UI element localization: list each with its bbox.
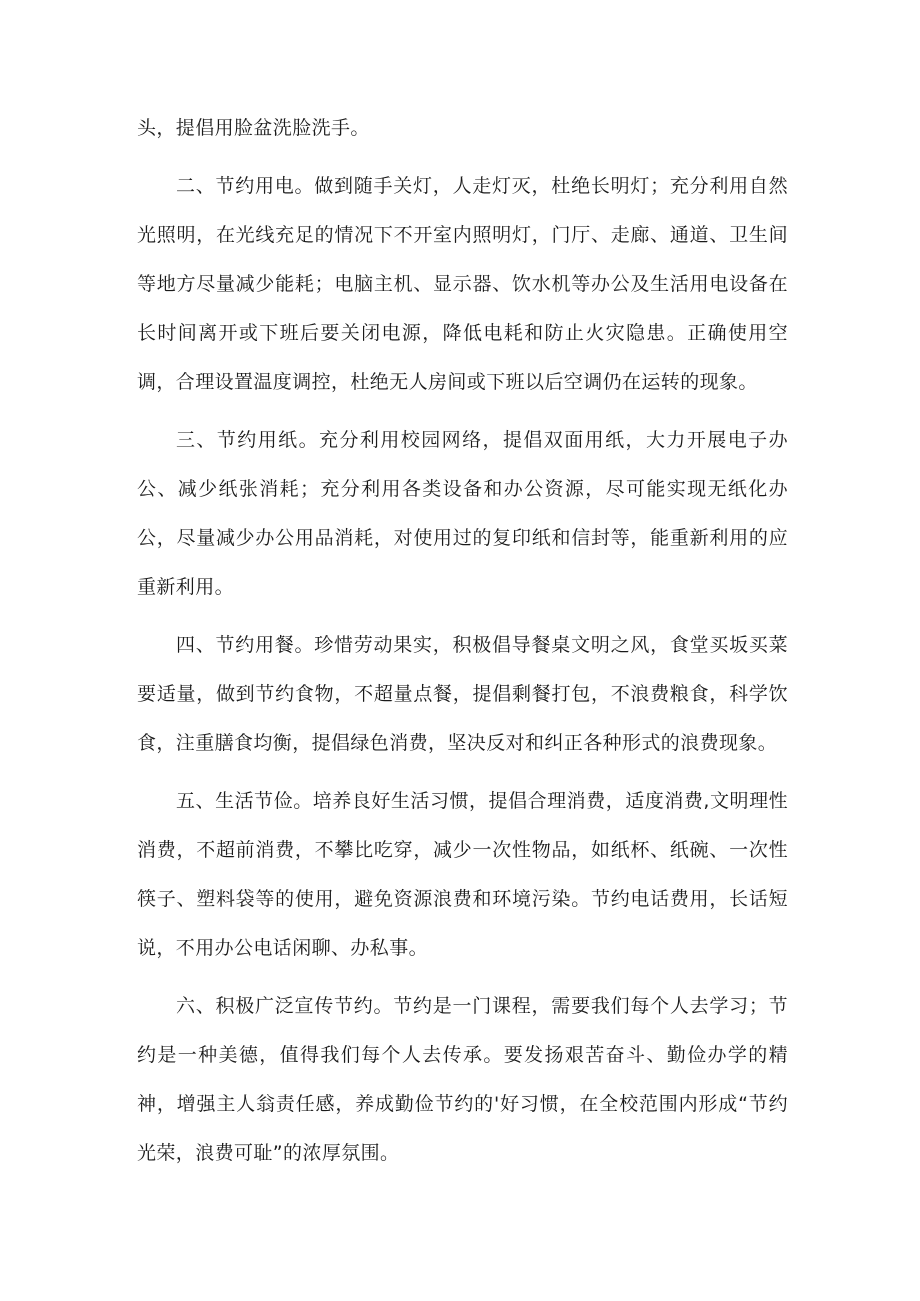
paragraph-continuation: 头，提倡用脸盆洗脸洗手。 — [137, 117, 370, 139]
document-body — [137, 104, 788, 1178]
paragraph-frugal-living: 五、生活节俭。培养良好生活习惯，提倡合理消费，适度消费,文明理性消费，不超前消费，不攀比吃穿，减少一次性物品，如纸杯、纸碗、一次性筷子、塑料袋等的使用，避免资源浪费和环境污染。节约电话费用，长话短说，不用办公电话闲聊、办私事。 — [137, 790, 788, 959]
paragraph-promote-saving: 六、积极广泛宣传节约。节约是一门课程，需要我们每个人去学习；节约是一种美德，值得我们每个人去传承。要发扬艰苦奋斗、勤俭办学的精神，增强主人翁责任感，养成勤俭节约的'好习惯，在全校范围内形成“节约光荣，浪费可耻”的浓厚氛围。 — [137, 995, 788, 1164]
paragraph-save-electricity: 二、节约用电。做到随手关灯，人走灯灭，杜绝长明灯；充分利用自然光照明，在光线充足的情况下不开室内照明灯，门厅、走廊、通道、卫生间等地方尽量减少能耗；电脑主机、显示器、饮水机等办公及生活用电设备在长时间离开或下班后要关闭电源，降低电耗和防止火灾隐患。正确使用空调，合理设置温度调控，杜绝无人房间或下班以后空调仍在运转的现象。 — [137, 175, 788, 393]
paragraph-save-paper: 三、节约用纸。充分利用校园网络，提倡双面用纸，大力开展电子办公、减少纸张消耗；充分利用各类设备和办公资源，尽可能实现无纸化办公，尽量减少办公用品消耗，对使用过的复印纸和信封等，能重新利用的应重新利用。 — [137, 429, 788, 598]
paragraph-save-food: 四、节约用餐。珍惜劳动果实，积极倡导餐桌文明之风，食堂买坂买菜要适量，做到节约食物，不超量点餐，提倡剩餐打包，不浪费粮食，科学饮食，注重膳食均衡，提倡绿色消费，坚决反对和纠正各种形式的浪费现象。 — [137, 634, 788, 754]
